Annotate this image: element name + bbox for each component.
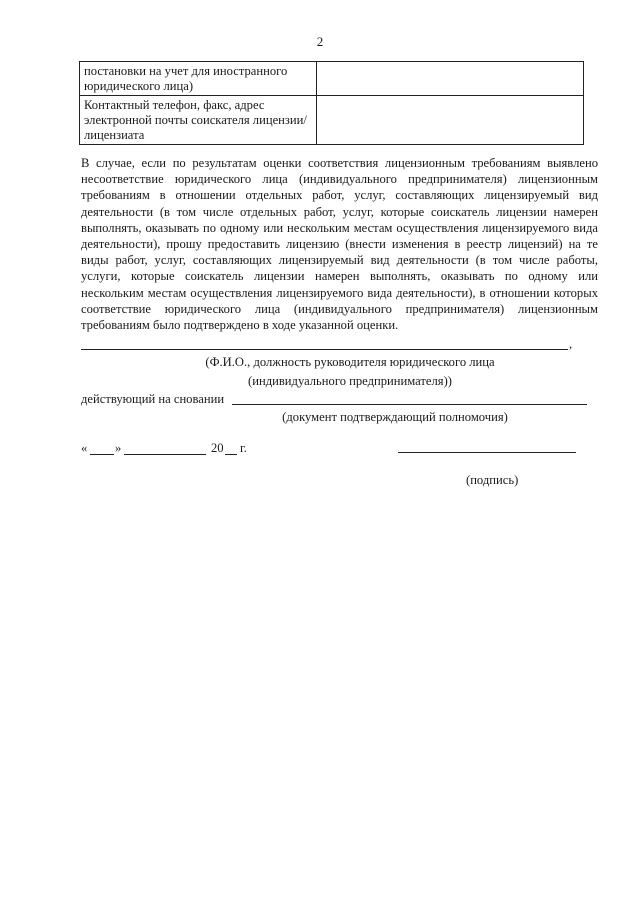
table-cell-label: постановки на учет для иностранного юридического лица)	[80, 62, 317, 96]
table-cell-value[interactable]	[317, 62, 584, 96]
table-row	[80, 62, 584, 96]
date-year-prefix: 20	[211, 441, 224, 455]
signature-caption: (подпись)	[466, 473, 519, 487]
signature-line[interactable]	[398, 452, 576, 453]
date-day-line[interactable]	[90, 454, 114, 455]
table-row	[80, 96, 584, 145]
date-close-quote: »	[115, 441, 122, 455]
applicant-info-table	[79, 61, 584, 145]
fio-caption-line2: (индивидуального предпринимателя))	[248, 374, 452, 388]
acting-basis-line[interactable]	[232, 404, 587, 405]
table-cell-value[interactable]	[317, 96, 584, 145]
fio-signature-line[interactable]	[81, 349, 568, 350]
page-number: 2	[316, 34, 324, 49]
date-month-line[interactable]	[124, 454, 206, 455]
document-caption: (документ подтверждающий полномочия)	[282, 410, 508, 424]
date-year-suffix: г.	[240, 441, 247, 455]
acting-basis-label: действующий на сновании	[81, 392, 225, 406]
license-request-paragraph: В случае, если по результатам оценки соответствия лицензионным требованиям выявлено несоответствие юридического лица (индивидуального предпринимателя) лицензионным требованиям в отношении отдельных работ, услуг, составляющих лицензируемый вид деятельности (в том числе отдельных работ, услуг, которые соискатель лицензии намерен выполнять, оказывать по одному или нескольким местам осуществления лицензируемого вида деятельности), прошу предоставить лицензию (внести изменения в реестр лицензий) на те виды работ, услуг, составляющих лицензируемый вид деятельности (в том числе работы, услуги, которые соискатель лицензии намерен выполнять, оказывать по одному или нескольким местам осуществления лицензируемого вида деятельности), в отношении которых соответствие юридического лица (индивидуального предпринимателя) лицензионным требованиям было подтверждено в ходе указанной оценки.	[81, 156, 598, 333]
fio-caption-line1: (Ф.И.О., должность руководителя юридического лица	[205, 355, 495, 369]
table-cell-label: Контактный телефон, факс, адрес электронной почты соискателя лицензии/лицензиата	[80, 96, 317, 145]
date-year-line[interactable]	[225, 454, 237, 455]
fio-line-comma: ,	[569, 337, 573, 351]
date-open-quote: «	[81, 441, 88, 455]
